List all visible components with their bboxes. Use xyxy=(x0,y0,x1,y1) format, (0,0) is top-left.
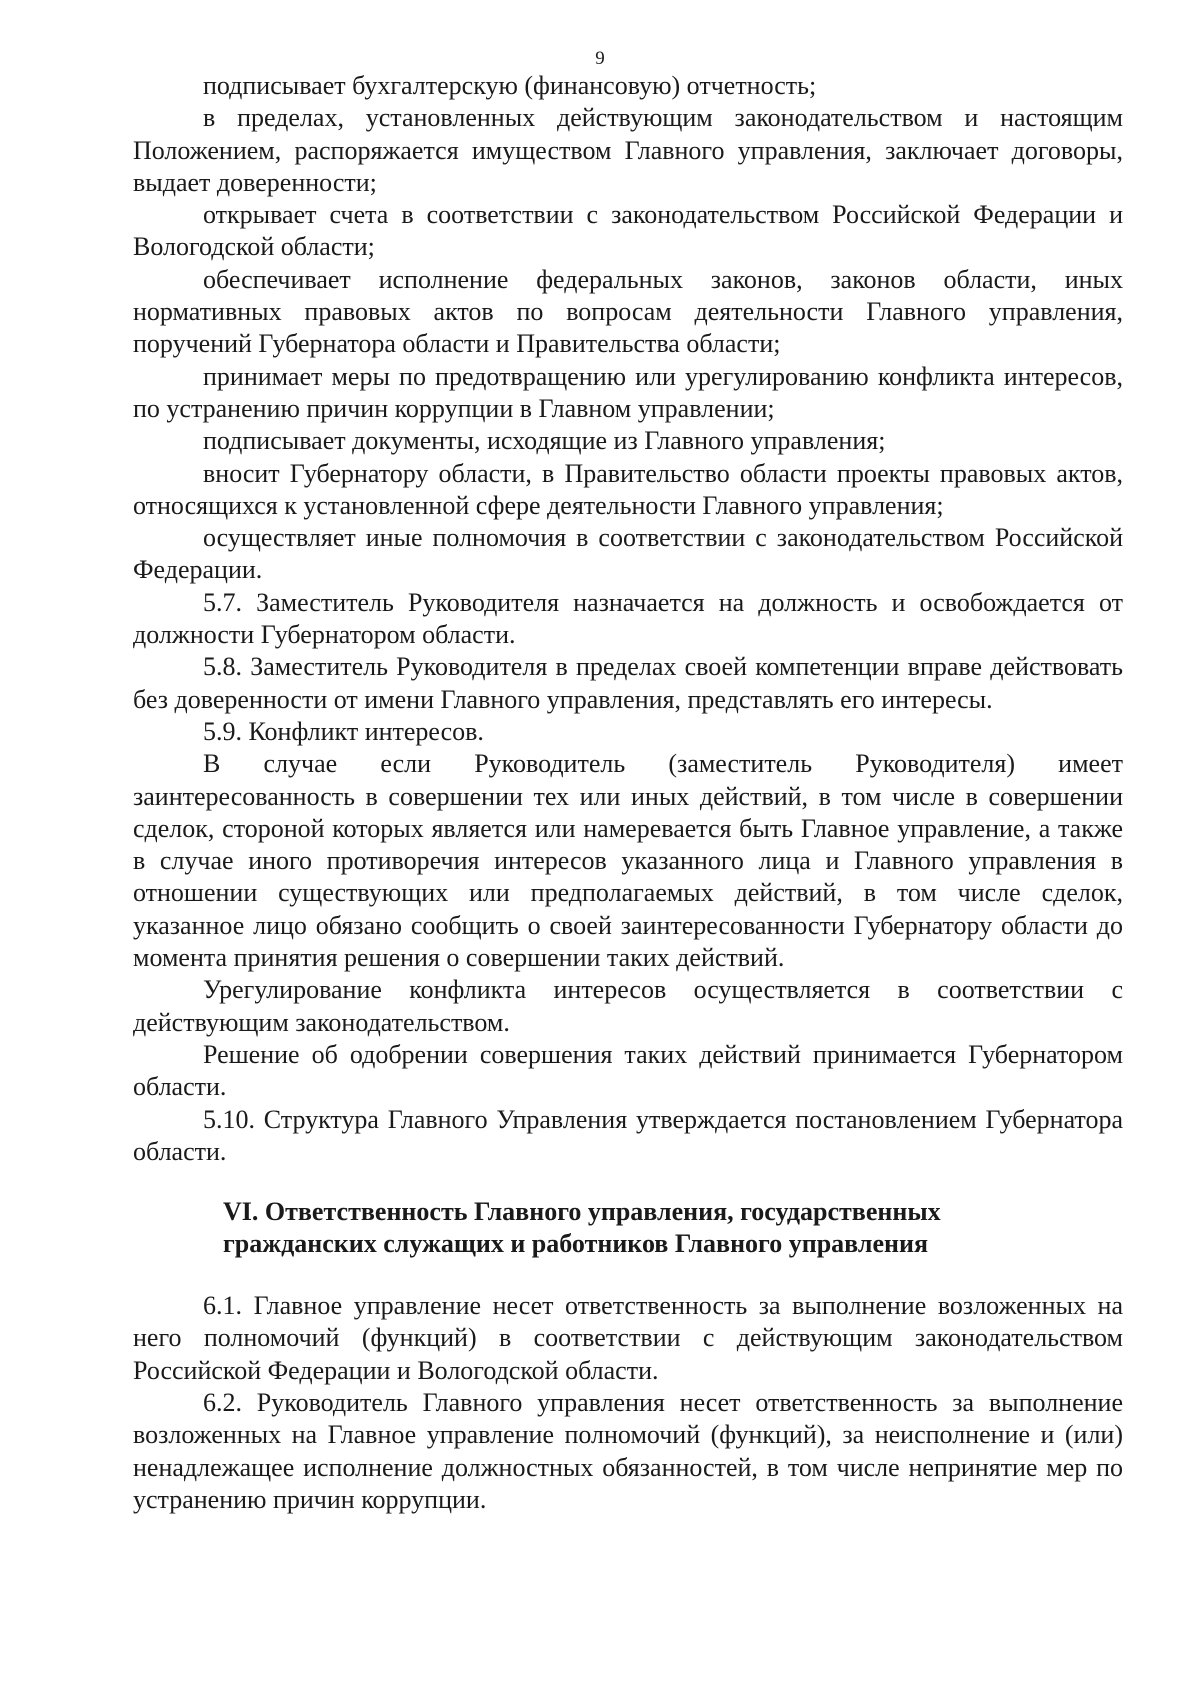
paragraph: обеспечивает исполнение федеральных законов, законов области, иных нормативных правовых актов по вопросам деятельности Главного управления, поручений Губернатора области и Правительства области; xyxy=(133,264,1123,359)
clause-5-8: 5.8. Заместитель Руководителя в пределах своей компетенции вправе действовать без доверенности от имени Главного управления, представлять его интересы. xyxy=(133,652,1123,714)
section-heading xyxy=(133,1196,1123,1260)
paragraph: Урегулирование конфликта интересов осуществляется в соответствии с действующим законодательством. xyxy=(133,975,1123,1037)
paragraph: открывает счета в соответствии с законодательством Российской Федерации и Вологодской области; xyxy=(133,200,1123,262)
clause-6-1: 6.1. Главное управление несет ответственность за выполнение возложенных на него полномочий (функций) в соответствии с действующим законодательством Российской Федерации и Вологодской области. xyxy=(133,1291,1123,1385)
clause-6-2: 6.2. Руководитель Главного управления несет ответственность за выполнение возложенных на Главное управление полномочий (функций), за неисполнение и (или) ненадлежащее исполнение должностных обязанностей, в том числе непринятие мер по устранению причин коррупции. xyxy=(133,1387,1123,1514)
paragraph: подписывает документы, исходящие из Главного управления; xyxy=(203,426,886,456)
page-number: 9 xyxy=(595,48,605,69)
paragraph: вносит Губернатору области, в Правительство области проекты правовых актов, относящихся к установленной сфере деятельности Главного управления; xyxy=(133,458,1123,520)
paragraph: принимает меры по предотвращению или урегулированию конфликта интересов, по устранению причин коррупции в Главном управлении; xyxy=(133,361,1123,423)
paragraph: осуществляет иные полномочия в соответствии с законодательством Российской Федерации. xyxy=(133,523,1123,585)
clause-5-10: 5.10. Структура Главного Управления утверждается постановлением Губернатора области. xyxy=(133,1104,1123,1166)
paragraph: Решение об одобрении совершения таких действий принимается Губернатором области. xyxy=(133,1039,1123,1102)
clause-5-9: 5.9. Конфликт интересов. xyxy=(203,716,484,746)
paragraph: в пределах, установленных действующим законодательством и настоящим Положением, распоряжается имуществом Главного управления, заключает договоры, выдает доверенности; xyxy=(133,103,1123,197)
section-heading-line: гражданских служащих и работников Главного управления xyxy=(223,1229,929,1259)
document-body xyxy=(133,70,1123,1516)
clause-5-7: 5.7. Заместитель Руководителя назначается на должность и освобождается от должности Губернатором области. xyxy=(133,587,1123,650)
paragraph: В случае если Руководитель (заместитель Руководителя) имеет заинтересованность в совершении тех или иных действий, в том числе в совершении сделок, стороной которых является или намеревается быть Главное управление, а также в случае иного противоречия интересов указанного лица и Главного управления в отношении существующих или предполагаемых действий, в том числе сделок, указанное лицо обязано сообщить о своей заинтересованности Губернатору области до момента принятия решения о совершении таких действий. xyxy=(133,749,1123,973)
section-heading-line: VI. Ответственность Главного управления, государственных xyxy=(223,1197,941,1227)
paragraph: подписывает бухгалтерскую (финансовую) отчетность; xyxy=(203,71,817,100)
